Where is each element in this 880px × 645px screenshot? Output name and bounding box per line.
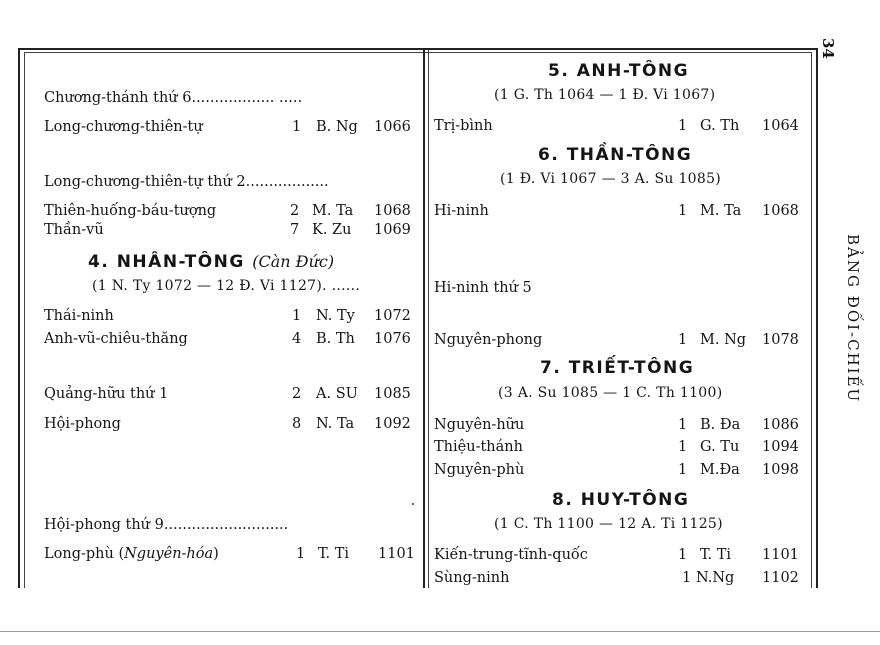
entry-num: 1	[292, 119, 302, 135]
entry-name: Nguyên-phù	[434, 462, 525, 478]
entry-name: Nguyên-phong	[434, 332, 543, 348]
section-subheading-8: (1 C. Th 1100 — 12 A. Ti 1125)	[494, 516, 723, 532]
stray-dot	[412, 503, 414, 505]
entry-year: 1078	[762, 332, 799, 348]
entry-year: 1076	[374, 331, 411, 347]
entry-num: 2	[290, 203, 300, 219]
entry-name: Hi-ninh thứ 5	[434, 280, 532, 296]
entry-name: Quảng-hữu thứ 1	[44, 386, 169, 402]
entry-name: Long-chương-thiên-tự	[44, 119, 203, 135]
entry-date: B. Ng	[316, 119, 358, 135]
entry-name: Anh-vũ-chiêu-thăng	[44, 331, 188, 347]
entry-num: 1	[296, 546, 306, 562]
side-title: BẢNG ĐỐI-CHIẾU	[844, 234, 862, 404]
entry-year: 1092	[374, 416, 411, 432]
entry-name: Thần-vũ	[44, 222, 104, 238]
heading-alt-name: (Càn Đức)	[252, 252, 335, 271]
entry-year: 1068	[762, 203, 799, 219]
entry-name: Chương-thánh thứ 6.................. .....	[44, 90, 303, 106]
frame-inner-rule-right	[811, 52, 812, 588]
entry-year: 1094	[762, 439, 799, 455]
section-subheading-5: (1 G. Th 1064 — 1 Đ. Vi 1067)	[494, 87, 716, 103]
entry-date: N. Ty	[316, 308, 355, 324]
entry-name: Kiến-trung-tĩnh-quốc	[434, 547, 588, 563]
entry-num: 8	[292, 416, 302, 432]
entry-num: 2	[292, 386, 302, 402]
entry-name: Thái-ninh	[44, 308, 114, 324]
entry-name: Thiên-huống-báu-tượng	[44, 203, 217, 219]
entry-date: B. Th	[316, 331, 355, 347]
entry-year: 1066	[374, 119, 411, 135]
heading-title: 4. NHÂN-TÔNG	[88, 252, 245, 272]
entry-num: 1	[292, 308, 302, 324]
section-heading-6: 6. THẦN-TÔNG	[538, 145, 693, 165]
entry-name: Hội-phong thứ 9...........................	[44, 517, 289, 533]
entry-date: G. Th	[700, 118, 740, 134]
entry-num: 1	[682, 570, 692, 586]
entry-year: 1102	[762, 570, 799, 586]
section-subheading-6: (1 Đ. Vi 1067 — 3 A. Su 1085)	[500, 171, 722, 187]
entry-name: Thiệu-thánh	[434, 439, 523, 455]
entry-num: 7	[290, 222, 300, 238]
section-subheading-4: (1 N. Ty 1072 — 12 Đ. Vi 1127). ......	[92, 278, 361, 294]
entry-name: Sùng-ninh	[434, 570, 510, 586]
frame-inner-rule-top	[24, 52, 812, 53]
entry-year: 1101	[762, 547, 799, 563]
entry-date: N. Ta	[316, 416, 355, 432]
entry-date: M. Ta	[700, 203, 742, 219]
entry-year: 1064	[762, 118, 799, 134]
entry-num: 1	[678, 462, 688, 478]
entry-year: 1085	[374, 386, 411, 402]
entry-num: 1	[678, 547, 688, 563]
entry-date: T. Ti	[318, 546, 350, 562]
entry-name: Hội-phong	[44, 416, 121, 432]
entry-year: 1068	[374, 203, 411, 219]
section-subheading-7: (3 A. Su 1085 — 1 C. Th 1100)	[498, 385, 723, 401]
entry-year: 1098	[762, 462, 799, 478]
entry-date: M.Đa	[700, 462, 740, 478]
entry-date: B. Đa	[700, 417, 741, 433]
entry-num: 1	[678, 439, 688, 455]
page-number: 34	[819, 38, 837, 59]
entry-num: 1	[678, 203, 688, 219]
entry-name: Hi-ninh	[434, 203, 489, 219]
entry-date: G. Tu	[700, 439, 740, 455]
entry-year: 1086	[762, 417, 799, 433]
entry-date: K. Zu	[312, 222, 352, 238]
page-bottom-rule	[0, 631, 880, 632]
entry-date: A. SU	[316, 386, 358, 402]
entry-year: 1072	[374, 308, 411, 324]
section-heading-4	[88, 252, 334, 272]
entry-num: 1	[678, 417, 688, 433]
entry-name: Nguyên-hữu	[434, 417, 525, 433]
entry-date: M. Ta	[312, 203, 354, 219]
entry-name: Long-chương-thiên-tự thứ 2..................	[44, 174, 329, 190]
entry-date: N.Ng	[696, 570, 735, 586]
entry-num: 1	[678, 332, 688, 348]
entry-year: 1069	[374, 222, 411, 238]
entry-year: 1101	[378, 546, 415, 562]
entry-num: 1	[678, 118, 688, 134]
section-heading-5: 5. ANH-TÔNG	[548, 61, 690, 81]
entry-name: Trị-bình	[434, 118, 493, 134]
column-divider-inner	[428, 50, 429, 588]
section-heading-7: 7. TRIẾT-TÔNG	[540, 358, 695, 378]
section-heading-8: 8. HUY-TÔNG	[552, 490, 690, 510]
entry-date: T. Ti	[700, 547, 732, 563]
frame-inner-rule-left	[24, 52, 25, 588]
entry-num: 4	[292, 331, 302, 347]
entry-date: M. Ng	[700, 332, 747, 348]
column-divider	[423, 50, 425, 588]
entry-name: Long-phù (Nguyên-hóa)	[44, 546, 219, 562]
